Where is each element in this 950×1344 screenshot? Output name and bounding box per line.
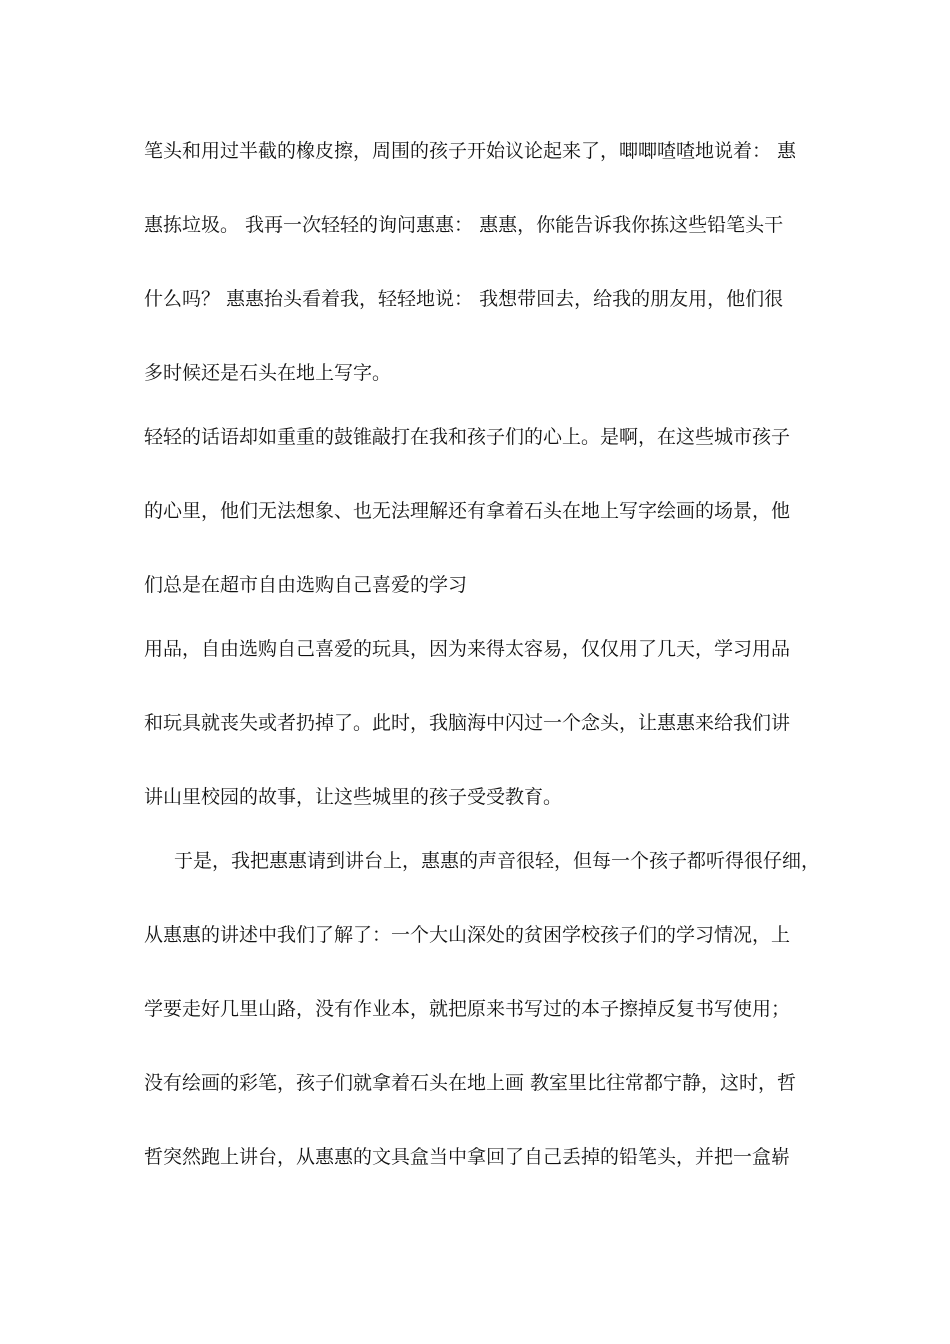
text-line-7: 们总是在超市自由选购自己喜爱的学习 <box>144 574 468 596</box>
text-line-6: 的心里，他们无法想象、也无法理解还有拿着石头在地上写字绘画的场景，他 <box>144 500 791 522</box>
text-line-15: 哲突然跑上讲台，从惠惠的文具盒当中拿回了自己丢掉的铅笔头，并把一盒崭 <box>144 1146 791 1168</box>
text-line-8: 用品，自由选购自己喜爱的玩具，因为来得太容易，仅仅用了几天，学习用品 <box>144 638 791 660</box>
text-line-9: 和玩具就丧失或者扔掉了。此时，我脑海中闪过一个念头，让惠惠来给我们讲 <box>144 712 791 734</box>
text-line-14: 没有绘画的彩笔，孩子们就拿着石头在地上画 教室里比往常都宁静，这时，哲 <box>144 1072 797 1094</box>
text-line-4: 多时候还是石头在地上写字。 <box>144 362 392 384</box>
text-line-3: 什么吗？ 惠惠抬头看着我，轻轻地说： 我想带回去，给我的朋友用，他们很 <box>144 288 784 310</box>
text-line-10: 讲山里校园的故事，让这些城里的孩子受受教育。 <box>144 786 563 808</box>
text-line-11: 于是，我把惠惠请到讲台上，惠惠的声音很轻，但每一个孩子都听得很仔细， <box>174 850 821 872</box>
text-line-2: 惠拣垃圾。 我再一次轻轻的询问惠惠： 惠惠，你能告诉我你拣这些铅笔头干 <box>144 214 784 236</box>
text-line-1: 笔头和用过半截的橡皮擦，周围的孩子开始议论起来了，唧唧喳喳地说着： 惠 <box>144 140 797 162</box>
text-line-5: 轻轻的话语却如重重的鼓锥敲打在我和孩子们的心上。是啊，在这些城市孩子 <box>144 426 791 448</box>
text-line-13: 学要走好几里山路，没有作业本，就把原来书写过的本子擦掉反复书写使用； <box>144 998 791 1020</box>
text-line-12: 从惠惠的讲述中我们了解了：一个大山深处的贫困学校孩子们的学习情况，上 <box>144 924 791 946</box>
